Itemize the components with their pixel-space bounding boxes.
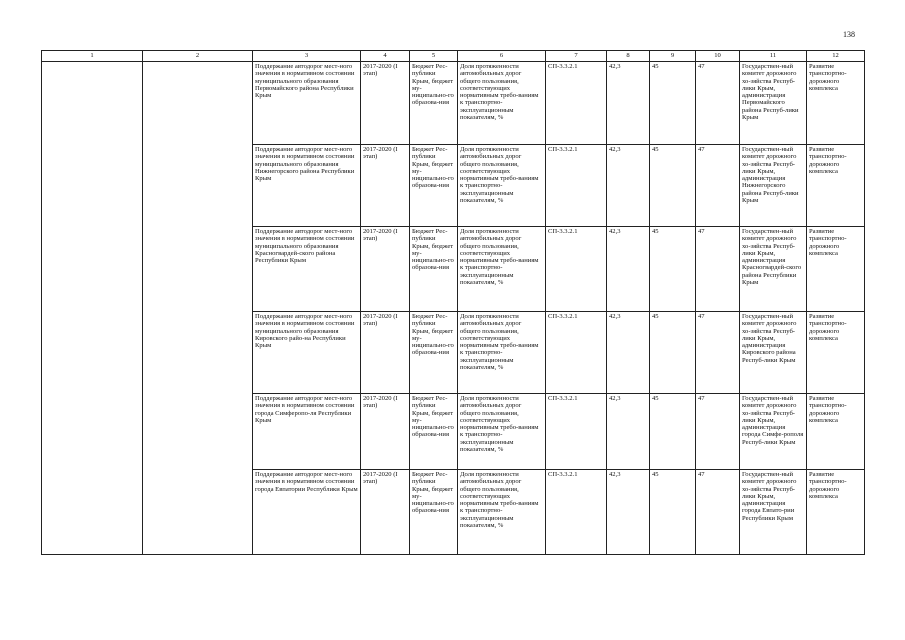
program-cell: Развитие транспортно-дорожного комплекса (807, 227, 865, 312)
table-row (42, 62, 865, 145)
code-cell: СП-3.3.2.1 (546, 227, 607, 312)
value-2019-cell: 47 (696, 312, 740, 394)
period-cell: 2017-2020 (I этап) (361, 394, 410, 470)
value-2018-cell: 45 (650, 227, 696, 312)
program-cell: Развитие транспортно-дорожного комплекса (807, 312, 865, 394)
code-cell: СП-3.3.2.1 (546, 62, 607, 145)
executor-cell: Государствен-ный комитет дорожного хо-зяйства Респуб-лики Крым, администрация города Евпато-рии Республики Крым (740, 470, 807, 555)
executor-cell: Государствен-ный комитет дорожного хо-зяйства Респуб-лики Крым, администрация Нижнегорского района Респуб-лики Крым (740, 145, 807, 227)
empty-cell-col2 (143, 62, 253, 555)
executor-cell: Государствен-ный комитет дорожного хо-зяйства Респуб-лики Крым, администрация Первомайского района Респуб-лики Крым (740, 62, 807, 145)
value-2019-cell: 47 (696, 227, 740, 312)
value-2018-cell: 45 (650, 145, 696, 227)
funding-cell: Бюджет Рес-публики Крым, бюджет му-ниципально-го образова-ния (410, 312, 458, 394)
program-cell: Развитие транспортно-дорожного комплекса (807, 394, 865, 470)
funding-cell: Бюджет Рес-публики Крым, бюджет му-ниципально-го образова-ния (410, 145, 458, 227)
column-number: 7 (546, 51, 607, 62)
column-number: 8 (607, 51, 650, 62)
value-2017-cell: 42,3 (607, 470, 650, 555)
column-number: 12 (807, 51, 865, 62)
code-cell: СП-3.3.2.1 (546, 470, 607, 555)
program-cell: Развитие транспортно-дорожного комплекса (807, 145, 865, 227)
event-cell: Поддержание автодорог мест-ного значения в нормативном состоянии муниципального образования Первомайского района Республики Крым (253, 62, 361, 145)
column-number: 11 (740, 51, 807, 62)
column-number: 6 (458, 51, 546, 62)
executor-cell: Государствен-ный комитет дорожного хо-зяйства Респуб-лики Крым, администрация Красногвардей-ского района Республики Крым (740, 227, 807, 312)
column-number: 5 (410, 51, 458, 62)
program-cell: Развитие транспортно-дорожного комплекса (807, 62, 865, 145)
empty-cell-col1 (42, 62, 143, 555)
value-2019-cell: 47 (696, 62, 740, 145)
value-2017-cell: 42,3 (607, 62, 650, 145)
executor-cell: Государствен-ный комитет дорожного хо-зяйства Респуб-лики Крым, администрация Кировского района Респуб-лики Крым (740, 312, 807, 394)
executor-cell: Государствен-ный комитет дорожного хо-зяйства Респуб-лики Крым, администрация города Симфе-рополя Респуб-лики Крым (740, 394, 807, 470)
period-cell: 2017-2020 (I этап) (361, 145, 410, 227)
code-cell: СП-3.3.2.1 (546, 312, 607, 394)
value-2017-cell: 42,3 (607, 312, 650, 394)
event-cell: Поддержание автодорог мест-ного значения в нормативном состоянии муниципального образования Нижнегорского района Республики Крым (253, 145, 361, 227)
column-number: 2 (143, 51, 253, 62)
code-cell: СП-3.3.2.1 (546, 394, 607, 470)
column-number: 1 (42, 51, 143, 62)
funding-cell: Бюджет Рес-публики Крым, бюджет му-ниципально-го образова-ния (410, 470, 458, 555)
indicator-cell: Доля протяженности автомобильных дорог общего пользования, соответствующих нормативным требо-ваниям к транспортно-эксплуатационным показателям, % (458, 470, 546, 555)
period-cell: 2017-2020 (I этап) (361, 312, 410, 394)
program-table (41, 50, 865, 555)
period-cell: 2017-2020 (I этап) (361, 470, 410, 555)
page-number: 138 (843, 30, 855, 39)
value-2019-cell: 47 (696, 394, 740, 470)
event-cell: Поддержание автодорог мест-ного значения в нормативном состоянии муниципального образования Красногвардей-ского района Республики Крым (253, 227, 361, 312)
period-cell: 2017-2020 (I этап) (361, 227, 410, 312)
funding-cell: Бюджет Рес-публики Крым, бюджет му-ниципально-го образова-ния (410, 227, 458, 312)
indicator-cell: Доля протяженности автомобильных дорог общего пользования, соответствующих нормативным требо-ваниям к транспортно-эксплуатационным показателям, % (458, 312, 546, 394)
indicator-cell: Доля протяженности автомобильных дорог общего пользования, соответствующих нормативным требо-ваниям к транспортно-эксплуатационным показателям, % (458, 145, 546, 227)
event-cell: Поддержание автодорог мест-ного значения в нормативном состоянии муниципального образования Кировского райо-на Республики Крым (253, 312, 361, 394)
value-2017-cell: 42,3 (607, 145, 650, 227)
program-cell: Развитие транспортно-дорожного комплекса (807, 470, 865, 555)
funding-cell: Бюджет Рес-публики Крым, бюджет му-ниципально-го образова-ния (410, 62, 458, 145)
value-2017-cell: 42,3 (607, 394, 650, 470)
value-2018-cell: 45 (650, 62, 696, 145)
column-number: 9 (650, 51, 696, 62)
column-number: 4 (361, 51, 410, 62)
indicator-cell: Доля протяженности автомобильных дорог общего пользования, соответствующих нормативным требо-ваниям к транспортно-эксплуатационным показателям, % (458, 394, 546, 470)
header-row (42, 51, 865, 62)
code-cell: СП-3.3.2.1 (546, 145, 607, 227)
value-2019-cell: 47 (696, 145, 740, 227)
value-2019-cell: 47 (696, 470, 740, 555)
value-2017-cell: 42,3 (607, 227, 650, 312)
column-number: 3 (253, 51, 361, 62)
value-2018-cell: 45 (650, 394, 696, 470)
funding-cell: Бюджет Рес-публики Крым, бюджет му-ниципально-го образова-ния (410, 394, 458, 470)
indicator-cell: Доля протяженности автомобильных дорог общего пользования, соответствующих нормативным требо-ваниям к транспортно-эксплуатационным показателям, % (458, 62, 546, 145)
column-number: 10 (696, 51, 740, 62)
value-2018-cell: 45 (650, 312, 696, 394)
indicator-cell: Доля протяженности автомобильных дорог общего пользования, соответствующих нормативным требо-ваниям к транспортно-эксплуатационным показателям, % (458, 227, 546, 312)
event-cell: Поддержание автодорог мест-ного значения в нормативном состоянии города Евпатории Республики Крым (253, 470, 361, 555)
value-2018-cell: 45 (650, 470, 696, 555)
event-cell: Поддержание автодорог мест-ного значения в нормативном состоянии города Симферопо-ля Республики Крым (253, 394, 361, 470)
period-cell: 2017-2020 (I этап) (361, 62, 410, 145)
